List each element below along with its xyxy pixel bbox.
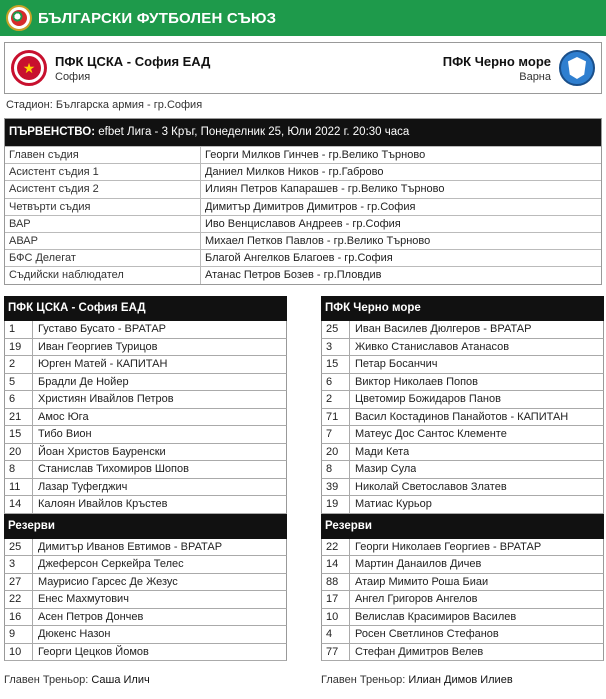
- player-number: 25: [5, 539, 33, 556]
- official-row: [5, 232, 601, 249]
- player-row: [321, 574, 604, 592]
- player-name: Енес Махмутович: [38, 593, 129, 605]
- player-row: [4, 609, 287, 627]
- official-row: [5, 180, 601, 197]
- player-row: [4, 356, 287, 374]
- player-number: 39: [322, 479, 350, 496]
- away-lineup-title: ПФК Черно море: [321, 296, 604, 321]
- player-name: Тибо Вион: [38, 428, 92, 440]
- player-row: [321, 391, 604, 409]
- player-row: [321, 591, 604, 609]
- official-person: Илиян Петров Капарашев - гр.Велико Търново: [205, 183, 445, 196]
- bfu-logo-icon: [6, 5, 32, 31]
- official-role: Асистент съдия 2: [5, 181, 201, 197]
- home-lineup: [4, 296, 287, 661]
- home-coach-name: Саша Илич: [91, 674, 150, 686]
- championship-label: ПЪРВЕНСТВО:: [9, 126, 96, 138]
- official-person: Атанас Петров Бозев - гр.Пловдив: [205, 269, 382, 282]
- away-team-name: ПФК Черно море: [442, 53, 551, 69]
- player-row: [4, 374, 287, 392]
- player-name: Маурисио Гарсес Де Жезус: [38, 575, 178, 588]
- player-number: 19: [322, 496, 350, 513]
- player-row: [321, 339, 604, 357]
- official-role: БФС Делегат: [5, 250, 201, 266]
- player-number: 27: [5, 574, 33, 591]
- player-row: [321, 556, 604, 574]
- player-number: 7: [322, 426, 350, 443]
- player-name: Станислав Тихомиров Шопов: [38, 463, 189, 475]
- officials-table: [4, 118, 602, 285]
- away-coach: [321, 674, 513, 686]
- player-number: 22: [5, 591, 33, 608]
- player-name: Цветомир Божидаров Панов: [355, 393, 501, 405]
- player-row: [4, 574, 287, 592]
- player-row: [4, 461, 287, 479]
- player-row: [321, 444, 604, 462]
- player-number: 15: [322, 356, 350, 373]
- player-number: 14: [322, 556, 350, 573]
- player-row: [4, 556, 287, 574]
- player-number: 2: [5, 356, 33, 373]
- player-row: [321, 479, 604, 497]
- player-name: Амос Юга: [38, 410, 89, 423]
- official-role: Съдийски наблюдател: [5, 267, 201, 283]
- player-number: 16: [5, 609, 33, 626]
- player-number: 19: [5, 339, 33, 356]
- player-name: Васил Костадинов Панайотов - КАПИТАН: [355, 410, 569, 423]
- player-row: [321, 539, 604, 557]
- player-name: Виктор Николаев Попов: [355, 375, 479, 388]
- player-name: Матеус Дос Сантос Клементе: [355, 428, 507, 440]
- player-name: Джеферсон Серкейра Телес: [38, 558, 184, 570]
- player-name: Живко Станиславов Атанасов: [355, 340, 510, 353]
- player-name: Атаир Мимито Роша Биаи: [355, 575, 489, 588]
- official-row: [5, 163, 601, 180]
- player-number: 4: [322, 626, 350, 643]
- player-number: 14: [5, 496, 33, 513]
- player-row: [4, 391, 287, 409]
- official-row: [5, 249, 601, 266]
- player-name: Георги Николаев Георгиев - ВРАТАР: [355, 540, 542, 553]
- player-number: 6: [5, 391, 33, 408]
- player-name: Брадли Де Нойер: [38, 375, 129, 388]
- cherno-more-crest-icon: [559, 50, 595, 86]
- player-row: [321, 426, 604, 444]
- away-reserves-title: Резерви: [321, 514, 604, 539]
- home-coach-label: Главен Треньор:: [4, 674, 89, 686]
- player-name: Мади Кета: [355, 445, 410, 458]
- header-bar: [0, 0, 606, 36]
- player-number: 10: [322, 609, 350, 626]
- player-name: Юрген Матей - КАПИТАН: [38, 358, 168, 370]
- official-role: ВАР: [5, 216, 201, 232]
- player-row: [4, 321, 287, 339]
- player-name: Велислав Красимиров Василев: [355, 610, 517, 623]
- stadium-info: Стадион: Българска армия - гр.София: [6, 99, 203, 111]
- player-row: [4, 409, 287, 427]
- official-person: Благой Ангелков Благоев - гр.София: [205, 252, 393, 265]
- player-row: [321, 374, 604, 392]
- away-coach-name: Илиан Димов Илиев: [408, 674, 513, 686]
- player-row: [321, 461, 604, 479]
- player-row: [321, 321, 604, 339]
- player-row: [321, 356, 604, 374]
- official-row: [5, 215, 601, 232]
- player-name: Йоан Христов Бауренски: [38, 445, 166, 458]
- player-number: 71: [322, 409, 350, 426]
- home-coach: [4, 674, 150, 686]
- official-row: [5, 266, 601, 283]
- official-person: Михаел Петков Павлов - гр.Велико Търново: [205, 234, 431, 247]
- cska-crest-icon: ★: [11, 50, 47, 86]
- player-number: 21: [5, 409, 33, 426]
- player-name: Асен Петров Дончев: [38, 610, 144, 623]
- player-row: [321, 609, 604, 627]
- official-role: АВАР: [5, 233, 201, 249]
- championship-info: efbet Лига - 3 Кръг, Понеделник 25, Юли 2022 г. 20:30 часа: [98, 126, 410, 138]
- player-number: 8: [322, 461, 350, 478]
- player-row: [4, 591, 287, 609]
- player-name: Мартин Данаилов Дичев: [355, 558, 482, 570]
- player-number: 10: [5, 644, 33, 661]
- player-name: Иван Василев Дюлгеров - ВРАТАР: [355, 323, 532, 335]
- player-row: [321, 644, 604, 662]
- player-number: 17: [322, 591, 350, 608]
- official-role: Асистент съдия 1: [5, 164, 201, 180]
- player-row: [321, 496, 604, 514]
- player-name: Ангел Григоров Ангелов: [355, 593, 478, 605]
- player-row: [4, 339, 287, 357]
- official-role: Четвърти съдия: [5, 199, 201, 215]
- player-row: [4, 644, 287, 662]
- player-number: 2: [322, 391, 350, 408]
- player-name: Калоян Ивайлов Кръстев: [38, 498, 168, 510]
- championship-header: [5, 119, 601, 146]
- home-reserves-title: Резерви: [4, 514, 287, 539]
- player-name: Мазир Сула: [355, 463, 417, 475]
- player-name: Георги Цецков Йомов: [38, 645, 149, 658]
- player-number: 11: [5, 479, 33, 496]
- official-person: Даниел Милков Ников - гр.Габрово: [205, 166, 384, 179]
- player-name: Дюкенс Назон: [38, 628, 111, 640]
- player-row: [4, 426, 287, 444]
- player-name: Димитър Иванов Евтимов - ВРАТАР: [38, 540, 223, 553]
- player-number: 9: [5, 626, 33, 643]
- player-number: 8: [5, 461, 33, 478]
- away-lineup: [321, 296, 604, 661]
- player-name: Лазар Туфегджич: [38, 480, 128, 493]
- player-name: Християн Ивайлов Петров: [38, 393, 174, 405]
- home-team: [11, 50, 218, 86]
- player-name: Стефан Димитров Велев: [355, 645, 484, 658]
- player-number: 6: [322, 374, 350, 391]
- player-row: [4, 496, 287, 514]
- player-row: [321, 626, 604, 644]
- official-row: [5, 198, 601, 215]
- away-team-city: Варна: [519, 70, 551, 83]
- official-person: Георги Милков Гинчев - гр.Велико Търново: [205, 149, 426, 161]
- away-coach-label: Главен Треньор:: [321, 674, 406, 686]
- home-lineup-title: ПФК ЦСКА - София ЕАД: [4, 296, 287, 321]
- player-row: [4, 479, 287, 497]
- official-role: Главен съдия: [5, 147, 201, 163]
- player-name: Петар Босанчич: [355, 358, 438, 370]
- player-number: 77: [322, 644, 350, 661]
- player-number: 15: [5, 426, 33, 443]
- away-team: [435, 50, 595, 86]
- player-name: Густаво Бусато - ВРАТАР: [38, 323, 167, 335]
- player-name: Матиас Курьор: [355, 498, 432, 510]
- player-row: [4, 626, 287, 644]
- player-number: 88: [322, 574, 350, 591]
- teams-panel: [4, 42, 602, 94]
- org-name: БЪЛГАРСКИ ФУТБОЛЕН СЪЮЗ: [38, 9, 277, 27]
- official-row: [5, 146, 601, 163]
- official-person: Димитър Димитров Димитров - гр.София: [205, 200, 416, 213]
- player-row: [4, 444, 287, 462]
- home-team-city: София: [55, 70, 91, 83]
- player-number: 22: [322, 539, 350, 556]
- player-number: 20: [5, 444, 33, 461]
- player-name: Николай Светославов Златев: [355, 480, 507, 493]
- player-number: 25: [322, 321, 350, 338]
- player-number: 20: [322, 444, 350, 461]
- player-name: Росен Светлинов Стефанов: [355, 628, 499, 640]
- player-number: 1: [5, 321, 33, 338]
- official-person: Иво Венциславов Андреев - гр.София: [205, 217, 401, 230]
- player-name: Иван Георгиев Турицов: [38, 340, 158, 353]
- player-number: 3: [5, 556, 33, 573]
- player-number: 3: [322, 339, 350, 356]
- player-row: [4, 539, 287, 557]
- player-number: 5: [5, 374, 33, 391]
- home-team-name: ПФК ЦСКА - София ЕАД: [55, 53, 211, 69]
- player-row: [321, 409, 604, 427]
